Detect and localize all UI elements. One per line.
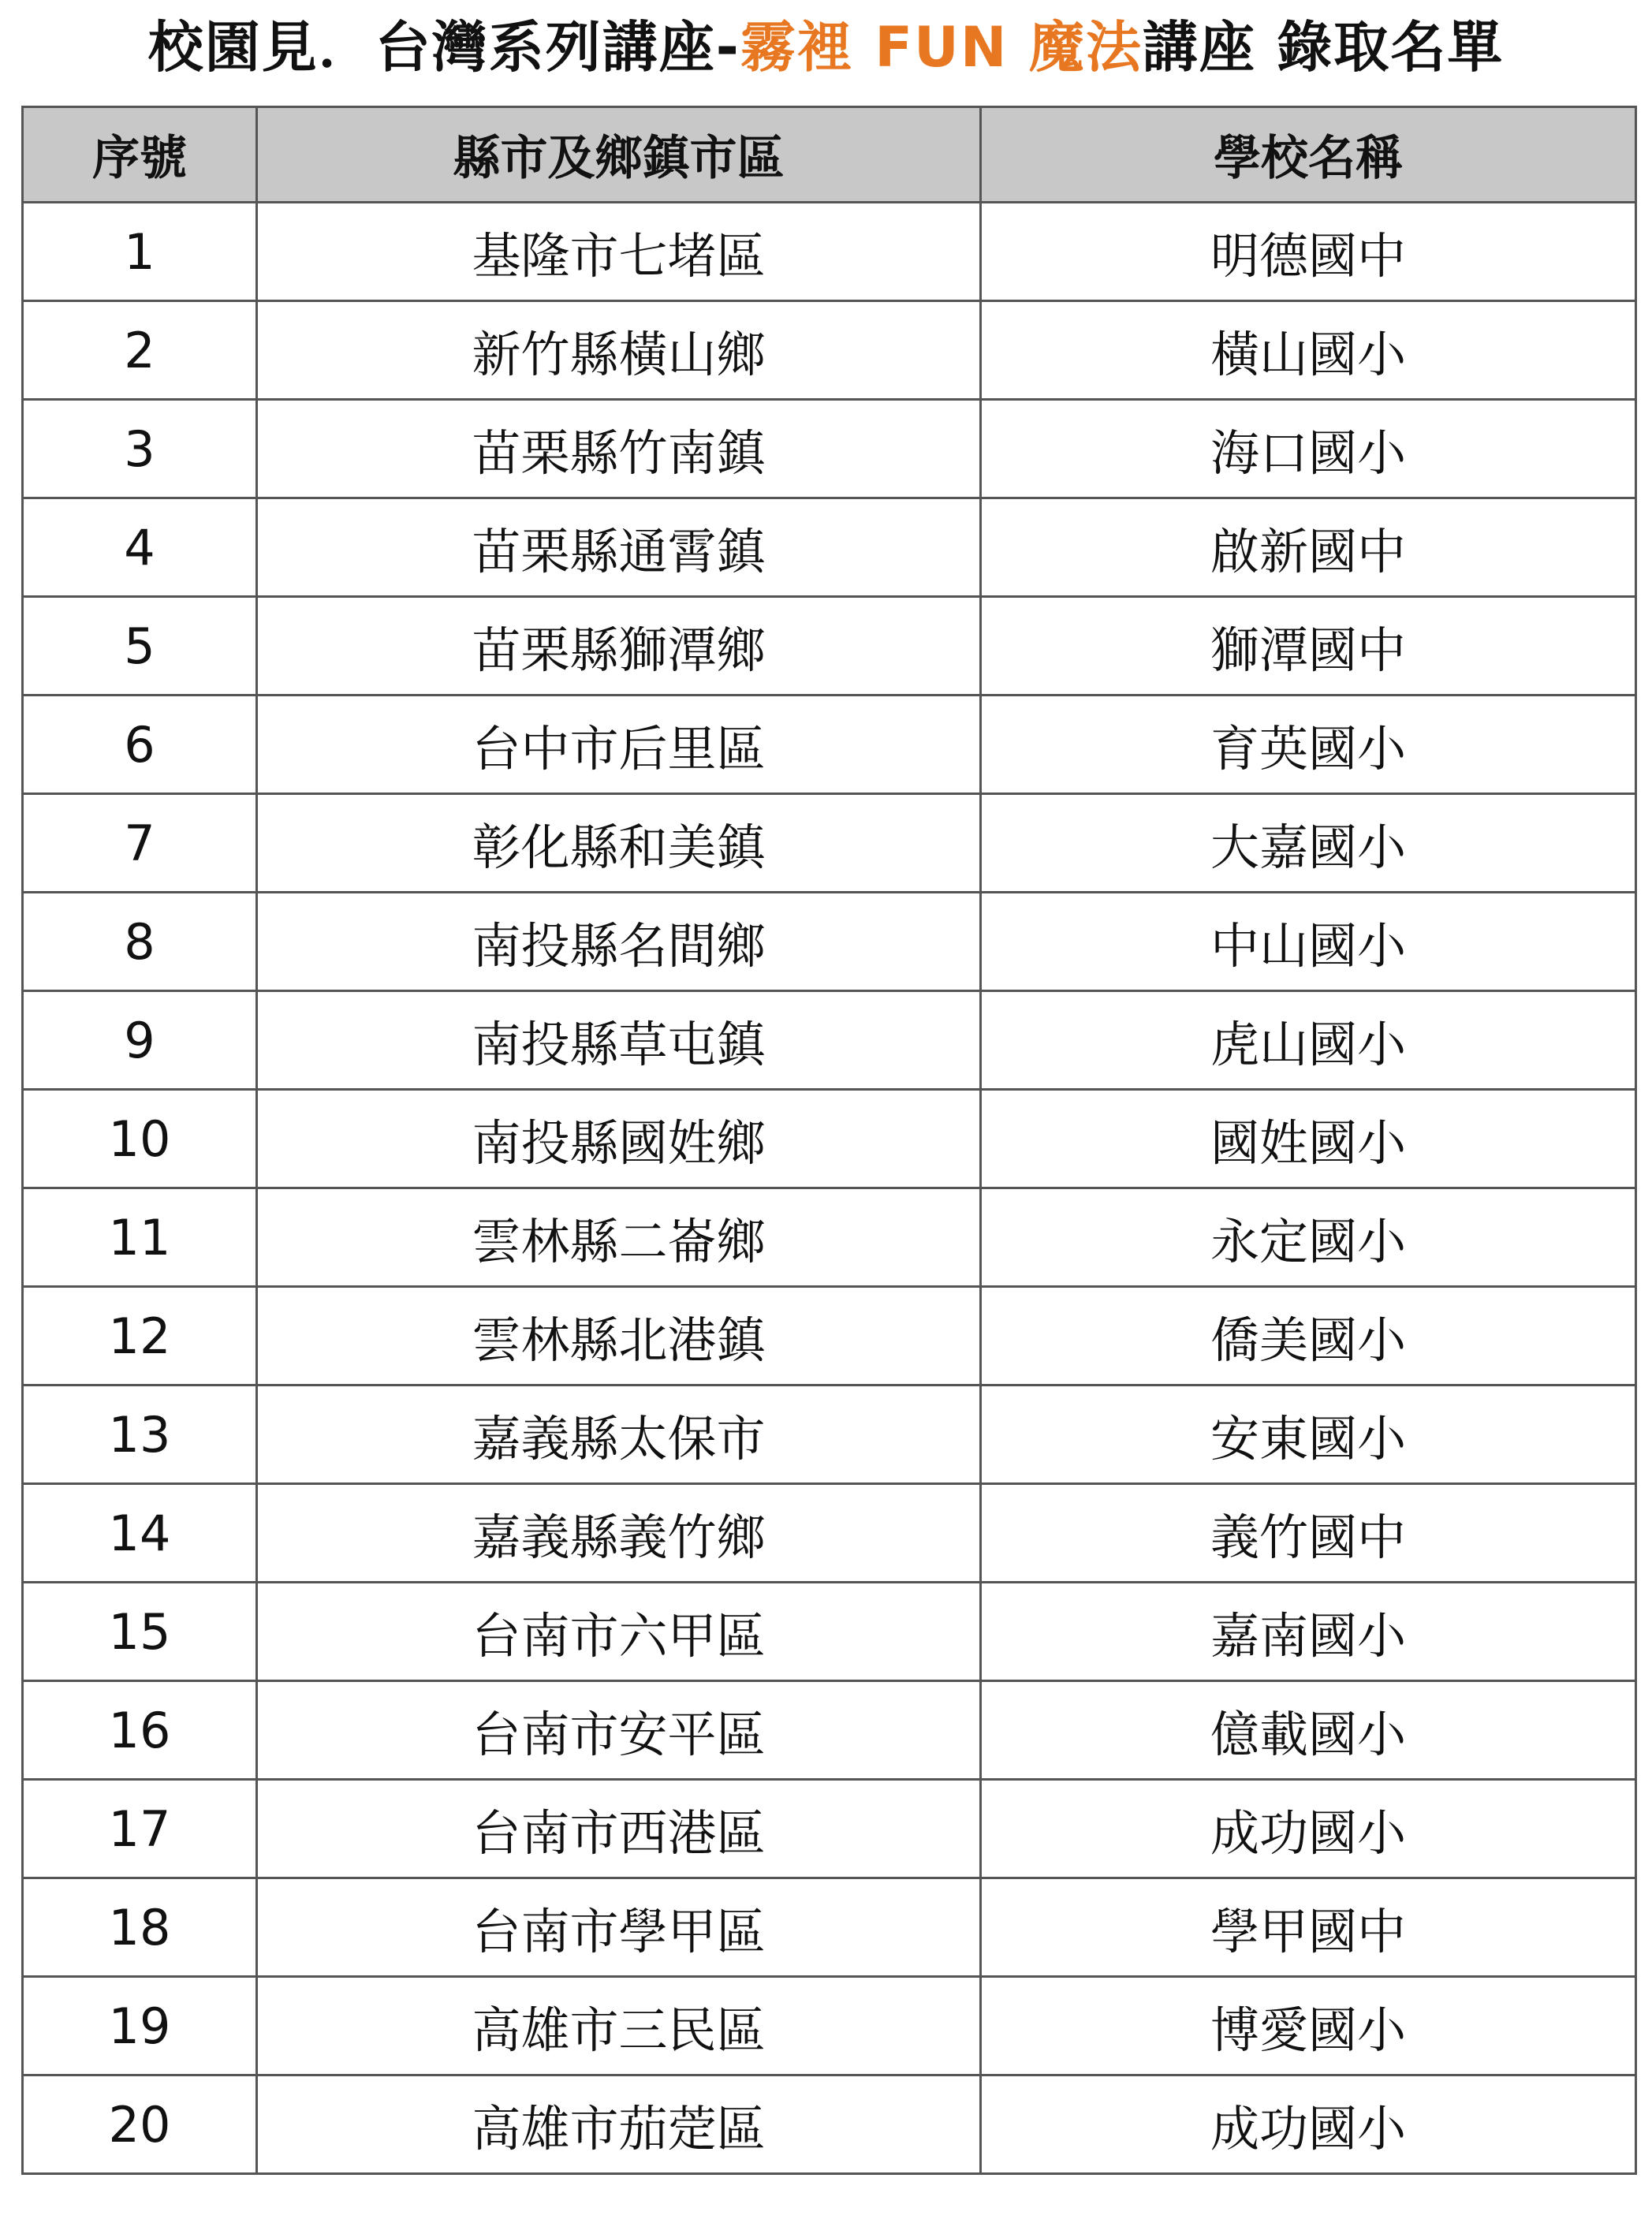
- header-serial-number: 序號: [23, 107, 257, 203]
- table-row: [23, 498, 1636, 597]
- cell-serial-number: 1: [23, 203, 257, 301]
- cell-serial-number: 3: [23, 400, 257, 498]
- cell-school-name: 獅潭國中: [981, 597, 1636, 696]
- cell-serial-number: 7: [23, 794, 257, 893]
- cell-area: 彰化縣和美鎮: [257, 794, 981, 893]
- cell-serial-number: 9: [23, 991, 257, 1090]
- table-header-row: [23, 107, 1636, 203]
- cell-serial-number: 4: [23, 498, 257, 597]
- cell-school-name: 啟新國中: [981, 498, 1636, 597]
- header-area: 縣市及鄉鎮市區: [257, 107, 981, 203]
- cell-school-name: 成功國小: [981, 1780, 1636, 1878]
- cell-area: 台南市安平區: [257, 1681, 981, 1780]
- cell-serial-number: 16: [23, 1681, 257, 1780]
- title-prefix: 校園見．台灣系列講座-: [147, 15, 740, 80]
- cell-serial-number: 5: [23, 597, 257, 696]
- cell-school-name: 安東國小: [981, 1385, 1636, 1484]
- cell-school-name: 成功國小: [981, 2075, 1636, 2174]
- table-row: [23, 203, 1636, 301]
- table-row: [23, 1780, 1636, 1878]
- cell-school-name: 學甲國中: [981, 1878, 1636, 1977]
- table-row: [23, 1385, 1636, 1484]
- cell-serial-number: 18: [23, 1878, 257, 1977]
- table-row: [23, 696, 1636, 794]
- table-row: [23, 794, 1636, 893]
- cell-area: 高雄市茄萣區: [257, 2075, 981, 2174]
- table-row: [23, 991, 1636, 1090]
- table-row: [23, 2075, 1636, 2174]
- cell-serial-number: 14: [23, 1484, 257, 1583]
- header-school-name: 學校名稱: [981, 107, 1636, 203]
- cell-area: 新竹縣橫山鄉: [257, 301, 981, 400]
- cell-school-name: 億載國小: [981, 1681, 1636, 1780]
- table-row: [23, 597, 1636, 696]
- cell-school-name: 博愛國小: [981, 1977, 1636, 2075]
- table-row: [23, 1878, 1636, 1977]
- cell-area: 苗栗縣竹南鎮: [257, 400, 981, 498]
- cell-serial-number: 12: [23, 1287, 257, 1385]
- cell-school-name: 明德國中: [981, 203, 1636, 301]
- title-suffix: 講座 錄取名單: [1142, 15, 1505, 80]
- cell-serial-number: 6: [23, 696, 257, 794]
- cell-serial-number: 2: [23, 301, 257, 400]
- cell-area: 台南市學甲區: [257, 1878, 981, 1977]
- cell-school-name: 嘉南國小: [981, 1583, 1636, 1681]
- cell-serial-number: 10: [23, 1090, 257, 1188]
- cell-area: 雲林縣北港鎮: [257, 1287, 981, 1385]
- table-row: [23, 1977, 1636, 2075]
- cell-school-name: 育英國小: [981, 696, 1636, 794]
- cell-serial-number: 15: [23, 1583, 257, 1681]
- cell-school-name: 大嘉國小: [981, 794, 1636, 893]
- cell-area: 南投縣國姓鄉: [257, 1090, 981, 1188]
- cell-area: 南投縣名間鄉: [257, 893, 981, 991]
- cell-area: 台中市后里區: [257, 696, 981, 794]
- cell-area: 雲林縣二崙鄉: [257, 1188, 981, 1287]
- title-highlight: 霧裡 FUN 魔法: [740, 15, 1143, 80]
- cell-serial-number: 17: [23, 1780, 257, 1878]
- cell-serial-number: 19: [23, 1977, 257, 2075]
- cell-school-name: 虎山國小: [981, 991, 1636, 1090]
- cell-school-name: 中山國小: [981, 893, 1636, 991]
- admission-table: [21, 106, 1637, 2175]
- cell-area: 台南市六甲區: [257, 1583, 981, 1681]
- cell-school-name: 海口國小: [981, 400, 1636, 498]
- table-row: [23, 1287, 1636, 1385]
- table-row: [23, 1188, 1636, 1287]
- cell-school-name: 永定國小: [981, 1188, 1636, 1287]
- cell-area: 高雄市三民區: [257, 1977, 981, 2075]
- cell-area: 基隆市七堵區: [257, 203, 981, 301]
- cell-area: 苗栗縣通霄鎮: [257, 498, 981, 597]
- cell-area: 嘉義縣太保市: [257, 1385, 981, 1484]
- table-row: [23, 301, 1636, 400]
- cell-serial-number: 20: [23, 2075, 257, 2174]
- cell-serial-number: 13: [23, 1385, 257, 1484]
- cell-area: 台南市西港區: [257, 1780, 981, 1878]
- table-row: [23, 1090, 1636, 1188]
- table-row: [23, 400, 1636, 498]
- table-row: [23, 1681, 1636, 1780]
- cell-school-name: 義竹國中: [981, 1484, 1636, 1583]
- table-row: [23, 1583, 1636, 1681]
- cell-area: 南投縣草屯鎮: [257, 991, 981, 1090]
- cell-school-name: 僑美國小: [981, 1287, 1636, 1385]
- cell-serial-number: 8: [23, 893, 257, 991]
- cell-area: 苗栗縣獅潭鄉: [257, 597, 981, 696]
- cell-area: 嘉義縣義竹鄉: [257, 1484, 981, 1583]
- cell-school-name: 橫山國小: [981, 301, 1636, 400]
- table-row: [23, 893, 1636, 991]
- page-title: [0, 0, 1652, 95]
- table-row: [23, 1484, 1636, 1583]
- cell-serial-number: 11: [23, 1188, 257, 1287]
- cell-school-name: 國姓國小: [981, 1090, 1636, 1188]
